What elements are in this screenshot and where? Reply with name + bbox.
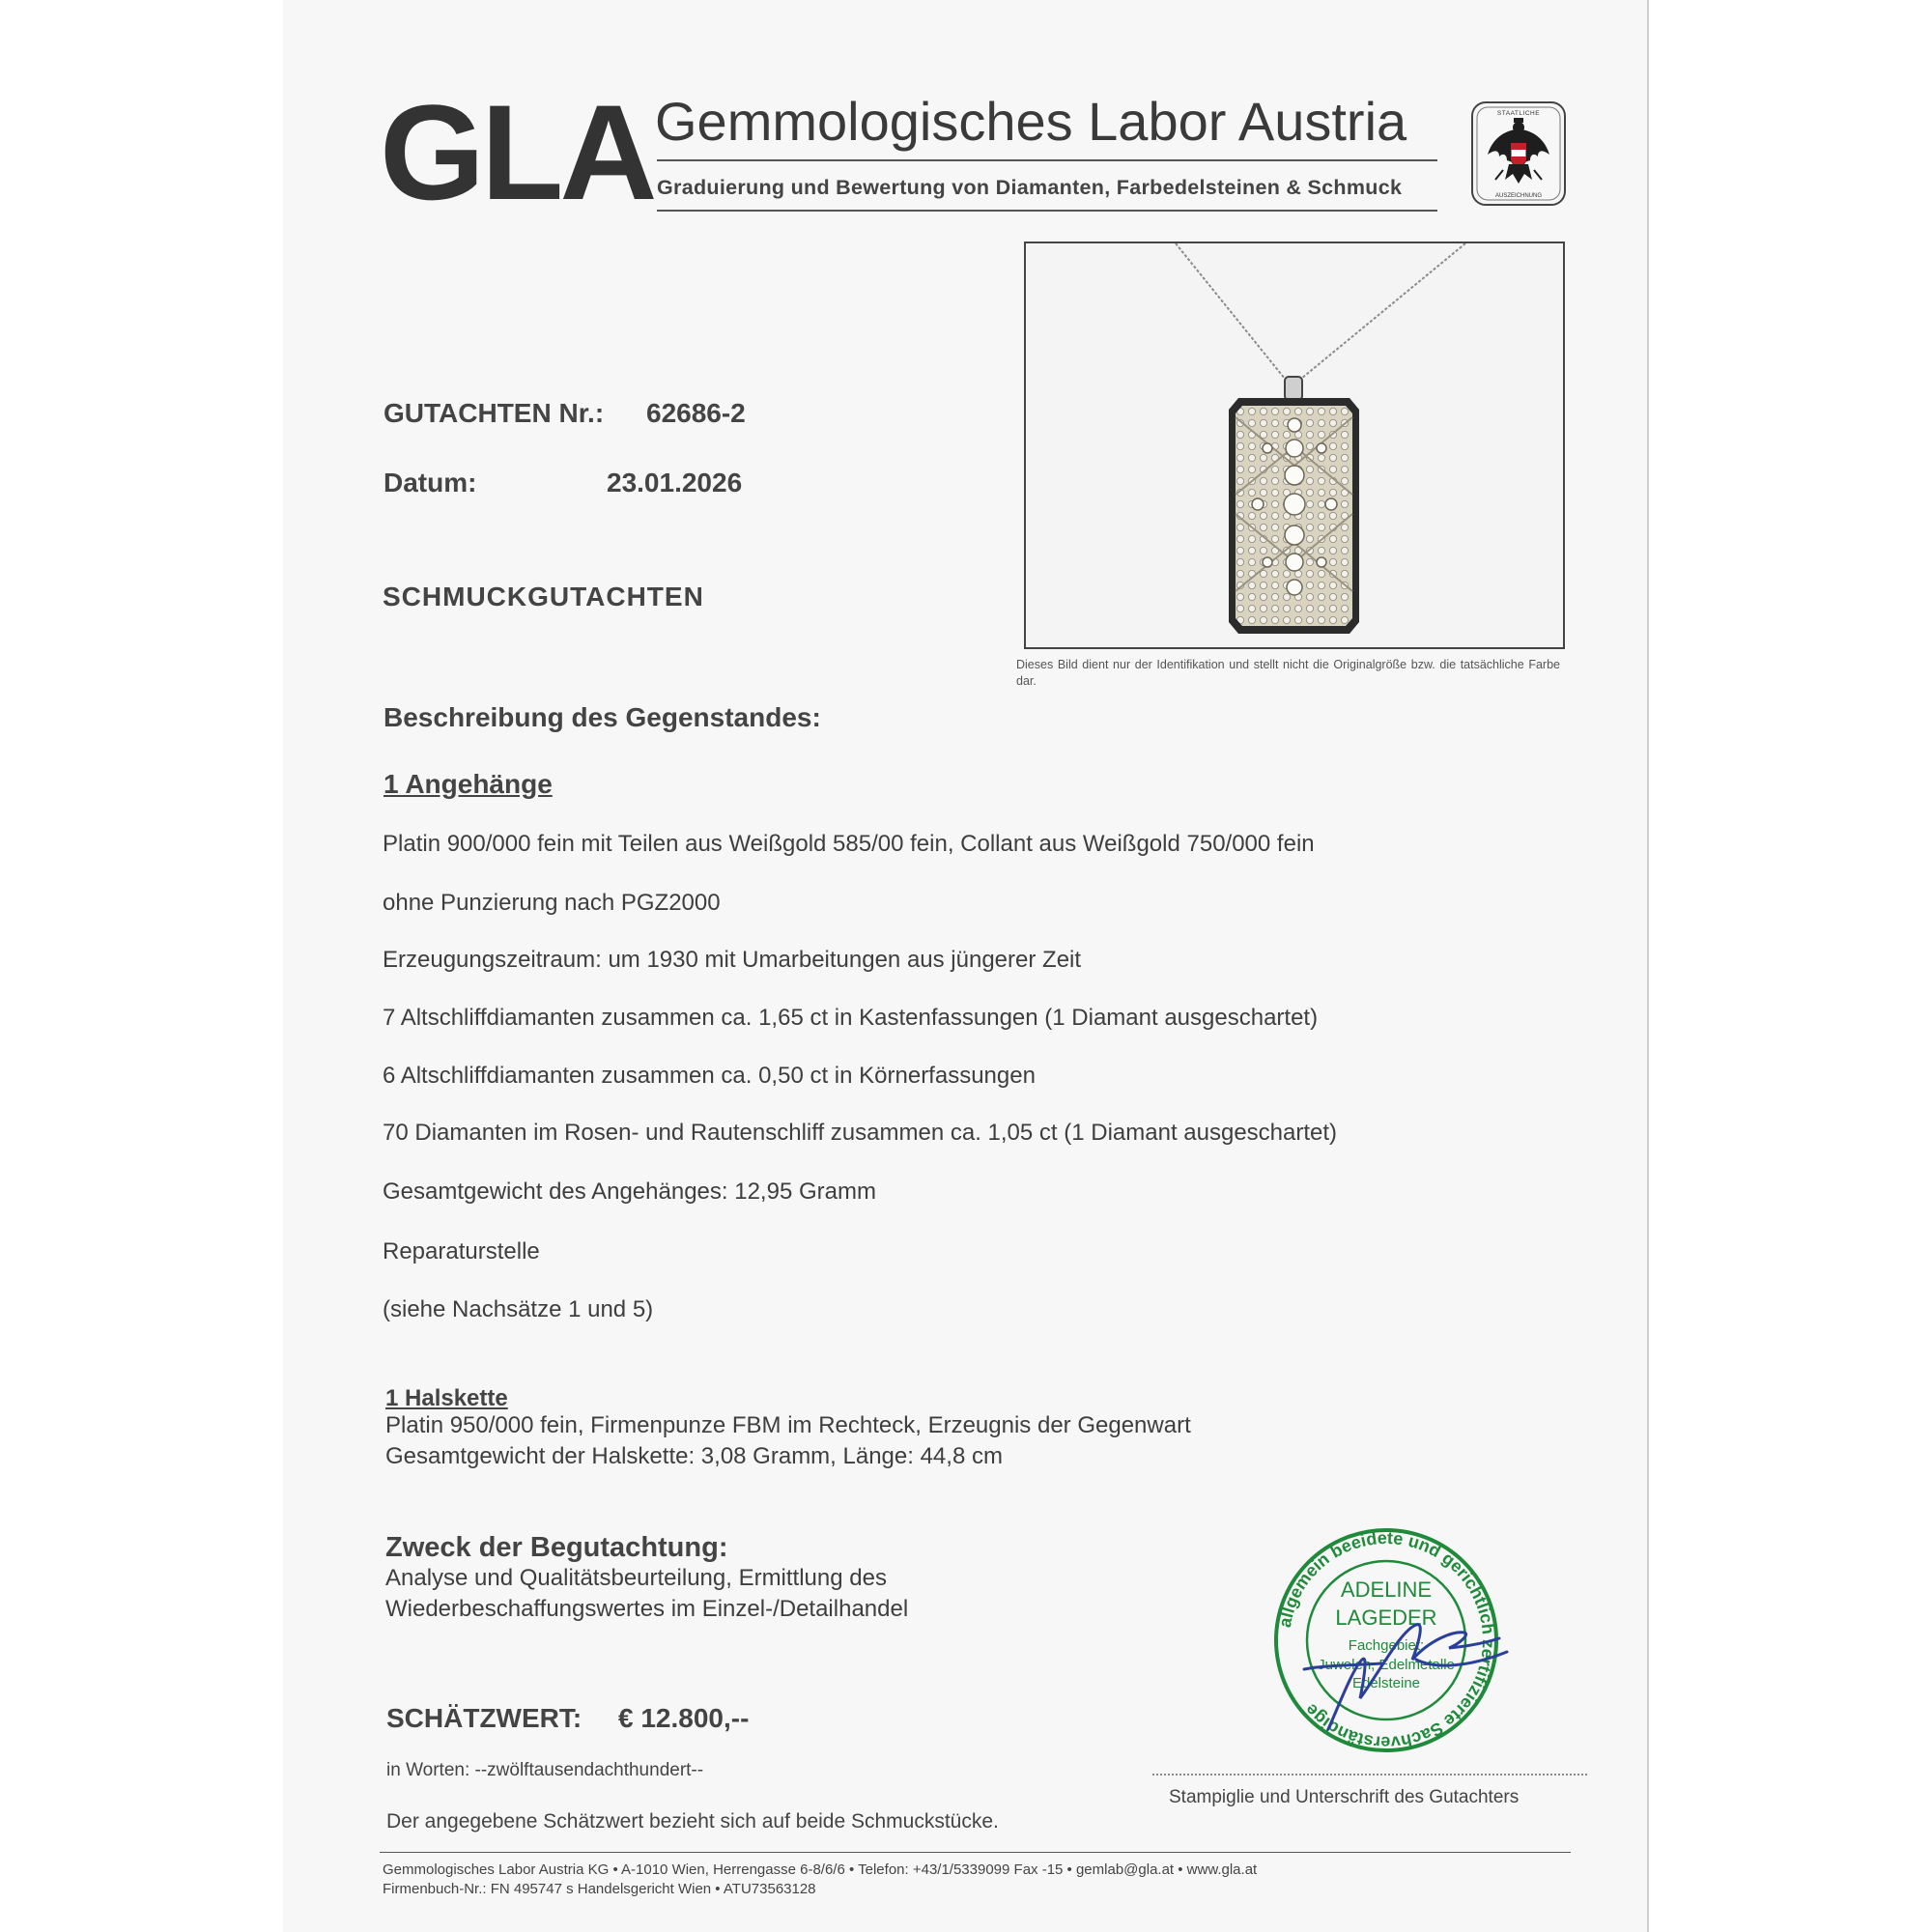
stamp-name-last: LAGEDER xyxy=(1335,1605,1437,1630)
report-number-value: 62686-2 xyxy=(646,398,746,428)
item1-line: Gesamtgewicht des Angehänges: 12,95 Gramm xyxy=(383,1179,876,1205)
expert-stamp xyxy=(1246,1524,1526,1756)
svg-text:STAATLICHE: STAATLICHE xyxy=(1496,110,1541,117)
item1-title: 1 Angehänge xyxy=(384,769,553,799)
stamp-line: Fachgebiet: xyxy=(1348,1637,1425,1654)
purpose-line: Wiederbeschaffungswertes im Einzel-/Detailhandel xyxy=(385,1596,909,1622)
valuation-label: SCHÄTZWERT: xyxy=(386,1703,582,1733)
valuation-note: Der angegebene Schätzwert bezieht sich auf beide Schmuckstücke. xyxy=(386,1810,999,1833)
item1-line: Erzeugungszeitraum: um 1930 mit Umarbeitungen aus jüngerer Zeit xyxy=(383,947,1082,973)
purpose-line: Analyse und Qualitätsbeurteilung, Ermittlung des xyxy=(385,1565,887,1591)
signature-label: Stampiglie und Unterschrift des Gutachters xyxy=(1169,1787,1520,1807)
stamp-line: Juwelen, Edelmetalle xyxy=(1318,1657,1455,1673)
item1-line: Platin 900/000 fein mit Teilen aus Weißgold 585/00 fein, Collant aus Weißgold 750/000 fein xyxy=(383,831,1315,857)
valuation-value: € 12.800,-- xyxy=(618,1703,750,1733)
item1-line: 70 Diamanten im Rosen- und Rautenschliff zusammen ca. 1,05 ct (1 Diamant ausgeschartet) xyxy=(383,1120,1338,1146)
item1-line: 6 Altschliffdiamanten zusammen ca. 0,50 ct in Körnerfassungen xyxy=(383,1063,1036,1089)
footer-address: Gemmologisches Labor Austria KG • A-1010 Wien, Herrengasse 6-8/6/6 • Telefon: +43/1/5339099 Fax -15 • gemlab@gla.at • www.gla.at xyxy=(383,1861,1258,1878)
report-number-label: GUTACHTEN Nr.: xyxy=(384,398,605,428)
item1-line: (siehe Nachsätze 1 und 5) xyxy=(383,1296,654,1322)
item2-title: 1 Halskette xyxy=(385,1385,508,1411)
footer-registration: Firmenbuch-Nr.: FN 495747 s Handelsgericht Wien • ATU73563128 xyxy=(383,1881,816,1897)
report-type: SCHMUCKGUTACHTEN xyxy=(383,582,704,611)
item1-line: Reparaturstelle xyxy=(383,1238,540,1264)
footer-divider xyxy=(380,1852,1571,1853)
gla-logo: GLA xyxy=(380,76,654,228)
lab-tagline: Graduierung und Bewertung von Diamanten, Farbedelsteinen & Schmuck xyxy=(657,176,1403,199)
item1-line: ohne Punzierung nach PGZ2000 xyxy=(383,890,721,916)
lab-name: Gemmologisches Labor Austria xyxy=(655,91,1407,152)
purpose-heading: Zweck der Begutachtung: xyxy=(385,1532,728,1563)
item2-line: Gesamtgewicht der Halskette: 3,08 Gramm, Länge: 44,8 cm xyxy=(385,1443,1003,1469)
report-date-value: 23.01.2026 xyxy=(607,468,743,497)
description-heading: Beschreibung des Gegenstandes: xyxy=(384,702,821,732)
item2-line: Platin 950/000 fein, Firmenpunze FBM im Rechteck, Erzeugnis der Gegenwart xyxy=(385,1412,1191,1438)
item1-line: 7 Altschliffdiamanten zusammen ca. 1,65 ct in Kastenfassungen (1 Diamant ausgeschartet) xyxy=(383,1005,1319,1031)
stamp-line: Edelsteine xyxy=(1351,1675,1421,1691)
header-divider xyxy=(657,159,1437,161)
stamp-ring-text: allgemein beeidete und gerichtlich zertifizierte Sachverständige xyxy=(1274,1527,1499,1753)
report-date-label: Datum: xyxy=(384,468,477,497)
stamp-name-first: ADELINE xyxy=(1340,1577,1433,1602)
photo-caption: Dieses Bild dient nur der Identifikation und stellt nicht die Originalgröße bzw. die tatsächliche Farbe dar. xyxy=(1016,658,1560,688)
signature-line xyxy=(1152,1774,1587,1776)
state-award-emblem-icon xyxy=(1470,100,1567,207)
header-divider-bottom xyxy=(657,210,1437,212)
valuation-in-words: in Worten: --zwölftausendachthundert-- xyxy=(386,1760,704,1780)
svg-text:AUSZEICHNUNG: AUSZEICHNUNG xyxy=(1494,193,1543,199)
pendant-photo xyxy=(1024,242,1565,649)
